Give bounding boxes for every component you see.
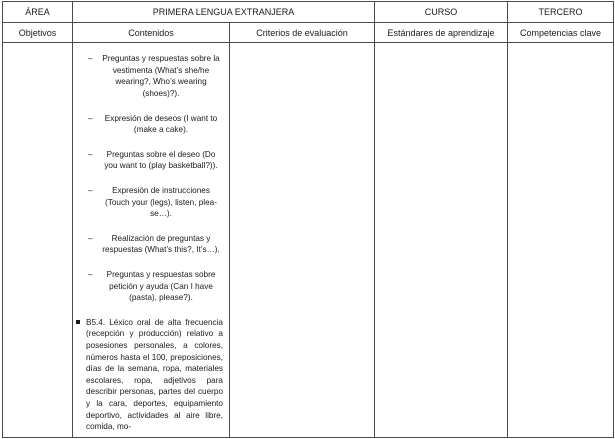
list-item (73, 233, 229, 256)
list-item-text: Realización de preguntas y respuestas (What’s this?, It’s…). (102, 233, 220, 255)
content-row (3, 43, 614, 438)
dash-bullet: – (88, 233, 93, 243)
list-item (73, 53, 229, 99)
curso-label: CURSO (375, 2, 508, 23)
list-item-text: Preguntas sobre el deseo (Do you want to (play basketball?)). (104, 149, 218, 171)
list-item-text: Expresión de deseos (I want to (make a cake). (104, 113, 218, 135)
dash-bullet: – (88, 186, 93, 196)
competencias-cell (508, 43, 614, 438)
curriculum-table (2, 1, 614, 438)
objetivos-cell (3, 43, 73, 438)
dash-bullet: – (88, 149, 93, 159)
estandares-cell (375, 43, 508, 438)
b5-4-text: B5.4. Léxico oral de alta frecuencia (recepción y producción) relativo a posesiones personales, a colores, números hasta el 100, preposiciones, días de la semana, ropa, materiales escolares, ropa, adjetivos para describir personas, partes del cuerpo y la cara, deportes, equipamiento deportivo, actividades al aire libre, comida, mo- (86, 317, 223, 432)
list-item-text: Preguntas y respuestas sobre la vestimenta (What’s she/he wearing?, Who’s wearing (shoes)?). (102, 54, 220, 99)
list-item (73, 185, 229, 220)
contenidos-list (73, 53, 229, 304)
curso-value: TERCERO (508, 2, 614, 23)
column-header-row (3, 23, 614, 43)
column-header-competencias: Competencias clave (508, 23, 614, 43)
column-header-objetivos: Objetivos (3, 23, 73, 43)
b5-4-block (73, 317, 229, 433)
contenidos-cell (73, 43, 230, 438)
dash-bullet: – (88, 113, 93, 123)
list-item-text: Expresión de instrucciones (Touch your (legs), listen, plea-se…). (105, 186, 217, 219)
column-header-contenidos: Contenidos (73, 23, 230, 43)
dash-bullet: – (88, 54, 93, 64)
area-value: PRIMERA LENGUA EXTRANJERA (73, 2, 375, 23)
list-item-text: Preguntas y respuestas sobre petición y ayuda (Can I have (pasta), please?). (106, 270, 216, 303)
dash-bullet: – (88, 270, 93, 279)
list-item (73, 149, 229, 172)
area-label: ÁREA (3, 2, 73, 23)
square-bullet-icon (76, 320, 80, 324)
column-header-estandares: Estándares de aprendizaje (375, 23, 508, 43)
column-header-criterios: Criterios de evaluación (230, 23, 375, 43)
criterios-cell (230, 43, 375, 438)
header-row (3, 2, 614, 23)
list-item (73, 269, 229, 304)
list-item (73, 113, 229, 136)
